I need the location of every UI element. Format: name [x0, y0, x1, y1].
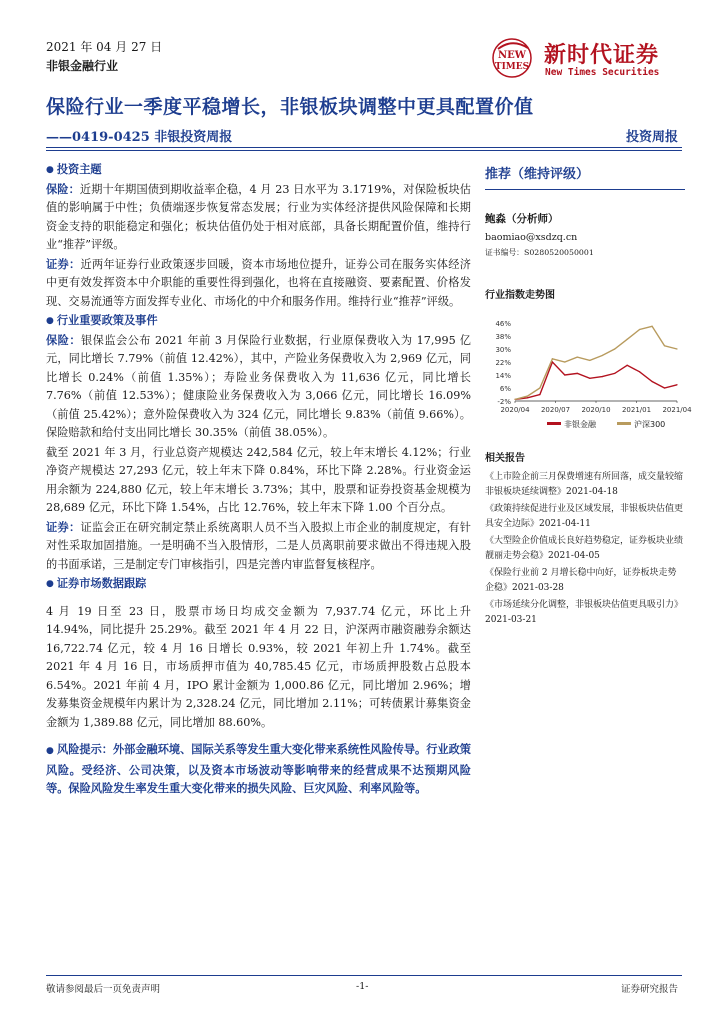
data-point [564, 361, 565, 362]
index-chart-svg [485, 315, 692, 419]
y-tick-label: 22% [495, 359, 511, 367]
data-point [589, 378, 590, 379]
data-point [639, 371, 640, 372]
x-tick-label: 2020/07 [540, 406, 571, 414]
x-tick-label: 2020/10 [581, 406, 611, 414]
data-point [602, 355, 603, 356]
logo-text-top: NEW [498, 50, 526, 61]
sidebar-divider [485, 189, 685, 190]
paragraph [46, 180, 471, 255]
related-report-link[interactable]: 《政策持续促进行业及区域发展，非银板块估值更具安全边际》2021-04-11 [485, 504, 684, 529]
bullet-icon: ● [46, 316, 54, 326]
section-heading [46, 160, 471, 180]
paragraph [46, 518, 471, 575]
bullet-icon: ● [46, 165, 54, 175]
data-point [676, 384, 677, 385]
paragraph [46, 331, 471, 443]
related-report-link[interactable]: 《保险行业前 2 月增长稳中向好，证券板块走势企稳》2021-03-28 [485, 568, 677, 593]
header-divider-thin [46, 150, 682, 151]
data-point [589, 360, 590, 361]
paragraph-text: 近期十年期国债到期收益率企稳，4 月 23 日水平为 3.1719%，对保险板块估值的影响属于中性；负债端逐步恢复常态发展；行业为实体经济提供风险保障和长期资金支持的职能稳定和强化；板块估值仍处于相对底部，具备长期配置价值，维持行业“推荐”评级。 [46, 182, 471, 251]
data-point [614, 348, 615, 349]
x-tick-label: 2021/04 [662, 406, 692, 414]
footer-divider [46, 975, 682, 976]
data-point [651, 326, 652, 327]
analyst-cert: 证书编号：S0280520050001 [485, 248, 594, 257]
paragraph-text: 截至 2021 年 3 月，行业总资产规模达 242,584 亿元，较上年末增长 4.12%；行业净资产规模达 27,293 亿元，较上年末下降 0.84%，环比下降 2.28%。行业资金运用余额为 224,880 亿元，较上年末增长 3.73%；其中，股票和证券投资基金规模为 28,689 亿元，环比下降 1.54%，占比 12.76%，较上年末下降 1.00 个百分点。 [46, 445, 471, 514]
footer-disclaimer: 敬请参阅最后一页免责声明 [46, 984, 161, 995]
legend-swatch [547, 422, 561, 425]
related-report-link[interactable]: 《上市险企前三月保费增速有所回落，成交量较缩非银板块延续调整》2021-04-18 [485, 472, 684, 497]
data-point [577, 357, 578, 358]
main-column [46, 160, 471, 798]
data-point [676, 348, 677, 349]
section-heading [46, 574, 471, 594]
paragraph-keyword: 保险： [46, 332, 81, 347]
paragraph-keyword: 证券： [46, 519, 81, 534]
sector-label: 非银金融行业 [46, 59, 119, 73]
related-reports-list [485, 470, 685, 628]
legend-label: 非银金融 [564, 420, 596, 429]
legend-swatch [617, 422, 631, 425]
paragraph-text: 银保监会公布 2021 年前 3 月保险行业数据，行业原保费收入为 17,995 亿元，同比增长 7.79%（前值 12.42%），其中，产险业务保费收入为 2,969 亿元，同比增长 0.24%（前值 1.35%）；寿险业务保费收入为 11,636 亿元，同比增长 7.76%（前值 12.53%）；健康险业务保费收入为 3,066 亿元，同比增长 16.09%（前值 25.42%）；意外险保费收入为 324 亿元，同比增长 9.83%（前值 9.66%）。保险赔款和给付支出同比增长 30.35%（前值 38.05%）。 [46, 333, 471, 439]
paragraph [46, 255, 471, 312]
section-heading-text: 投资主题 [56, 162, 102, 176]
y-tick-label: 6% [499, 385, 511, 393]
legend-item [547, 419, 596, 430]
page-number: -1- [356, 981, 369, 992]
data-point [627, 339, 628, 340]
related-reports-heading: 相关报告 [485, 453, 525, 464]
data-point [539, 387, 540, 388]
paragraph-keyword: 证券： [46, 256, 81, 271]
series-line [515, 326, 677, 399]
sidebar [485, 160, 692, 630]
data-point [564, 374, 565, 375]
data-point [651, 381, 652, 382]
data-point [577, 373, 578, 374]
data-point [664, 345, 665, 346]
risk-text: 风险提示：外部金融环境、国际关系等发生重大变化带来系统性风险传导。行业政策风险。受经济、公司决策，以及资本市场波动等影响带来的经营成果不达预期风险等。保险风险发生率发生重大变化带来的损失风险、巨灾风险、利率风险等。 [46, 742, 471, 795]
data-point [514, 399, 515, 400]
rating: 推荐（维持评级） [485, 167, 590, 182]
series-line [515, 362, 677, 399]
footer-tag: 证券研究报告 [620, 984, 678, 995]
legend-label: 沪深300 [634, 420, 666, 429]
paragraph [46, 602, 471, 733]
section-heading-text: 行业重要政策及事件 [56, 313, 158, 327]
header-divider [46, 147, 682, 148]
paragraph-text: 近两年证券行业政策逐步回暖，资本市场地位提升，证券公司在服务实体经济中更有效发挥资本中介职能的重要性得到强化，也将在直接融资、要素配置、价格发现、交易流通等方面发挥专业化、市场化的中介和服务作用。维持行业“推荐”评级。 [46, 257, 471, 308]
data-point [602, 376, 603, 377]
data-point [614, 373, 615, 374]
section-heading-text: 证券市场数据跟踪 [56, 576, 147, 590]
analyst-name: 鲍淼（分析师） [485, 213, 559, 225]
analyst-email: baomiao@xsdzq.cn [485, 232, 578, 243]
data-point [639, 329, 640, 330]
report-type: 投资周报 [625, 130, 678, 145]
y-tick-label: 46% [495, 320, 511, 328]
related-report-link[interactable]: 《市场延续分化调整，非银板块估值更具吸引力》2021-03-21 [485, 600, 684, 625]
legend-item [617, 419, 665, 430]
report-subtitle: ——0419-0425 非银投资周报 [46, 130, 233, 145]
y-tick-label: 14% [495, 372, 511, 380]
report-title: 保险行业一季度平稳增长，非银板块调整中更具配置价值 [46, 96, 534, 118]
data-point [664, 387, 665, 388]
x-tick-label: 2020/04 [500, 406, 530, 414]
bullet-icon: ● [46, 746, 57, 756]
brand-name-cn: 新时代证券 [544, 42, 660, 68]
paragraph [46, 443, 471, 518]
y-tick-label: -2% [497, 398, 511, 406]
brand-logo [488, 36, 688, 80]
y-tick-label: 30% [495, 346, 511, 354]
risk-warning [46, 740, 471, 798]
paragraph-text: 4 月 19 日至 23 日，股票市场日均成交金额为 7,937.74 亿元，环比上升 14.94%，同比提升 25.29%。截至 2021 年 4 月 22 日，沪深两市融资融券余额达 16,722.74 亿元，较 4 月 16 日增长 0.93%，较 2021 年初上升 1.74%。截至 2021 年 4 月 16 日，市场质押市值为 40,785.45 亿元，市场质押股数占总股本 6.54%。2021 年前 4 月，IPO 累计金额为 1,000.86 亿元，同比增加 2.96%；增发募集资金规模年内累计为 2,328.24 亿元，同比增加 2.11%；可转债累计募集资金金额为 1,389.88 亿元，同比增加 88.60%。 [46, 604, 471, 729]
brand-name-en: New Times Securities [545, 67, 660, 78]
y-tick-label: 38% [495, 333, 511, 341]
logo-text-bottom: TIMES [494, 62, 530, 72]
x-tick-label: 2021/01 [621, 406, 652, 414]
report-date: 2021 年 04 月 27 日 [46, 40, 163, 54]
section-heading [46, 311, 471, 331]
index-chart [485, 315, 692, 433]
bullet-icon: ● [46, 579, 54, 589]
data-point [539, 394, 540, 395]
data-point [527, 397, 528, 398]
paragraph-keyword: 保险： [46, 181, 80, 196]
data-point [627, 365, 628, 366]
data-point [552, 358, 553, 359]
related-report-link[interactable]: 《大型险企价值成长良好趋势稳定，证券板块业绩靓丽走势会稳》2021-04-05 [485, 536, 684, 561]
brand-logo-mark [488, 36, 540, 80]
paragraph-text: 证监会正在研究制定禁止系统离职人员不当入股拟上市企业的制度规定，有针对性采取加固措施。一是明确不当入股情形，二是人员离职前要求做出不得违规入股的书面承诺，三是制定专门审核指引，四是完善内审监督复核程序。 [46, 520, 471, 571]
chart-heading: 行业指数走势图 [485, 290, 555, 301]
data-point [527, 396, 528, 397]
